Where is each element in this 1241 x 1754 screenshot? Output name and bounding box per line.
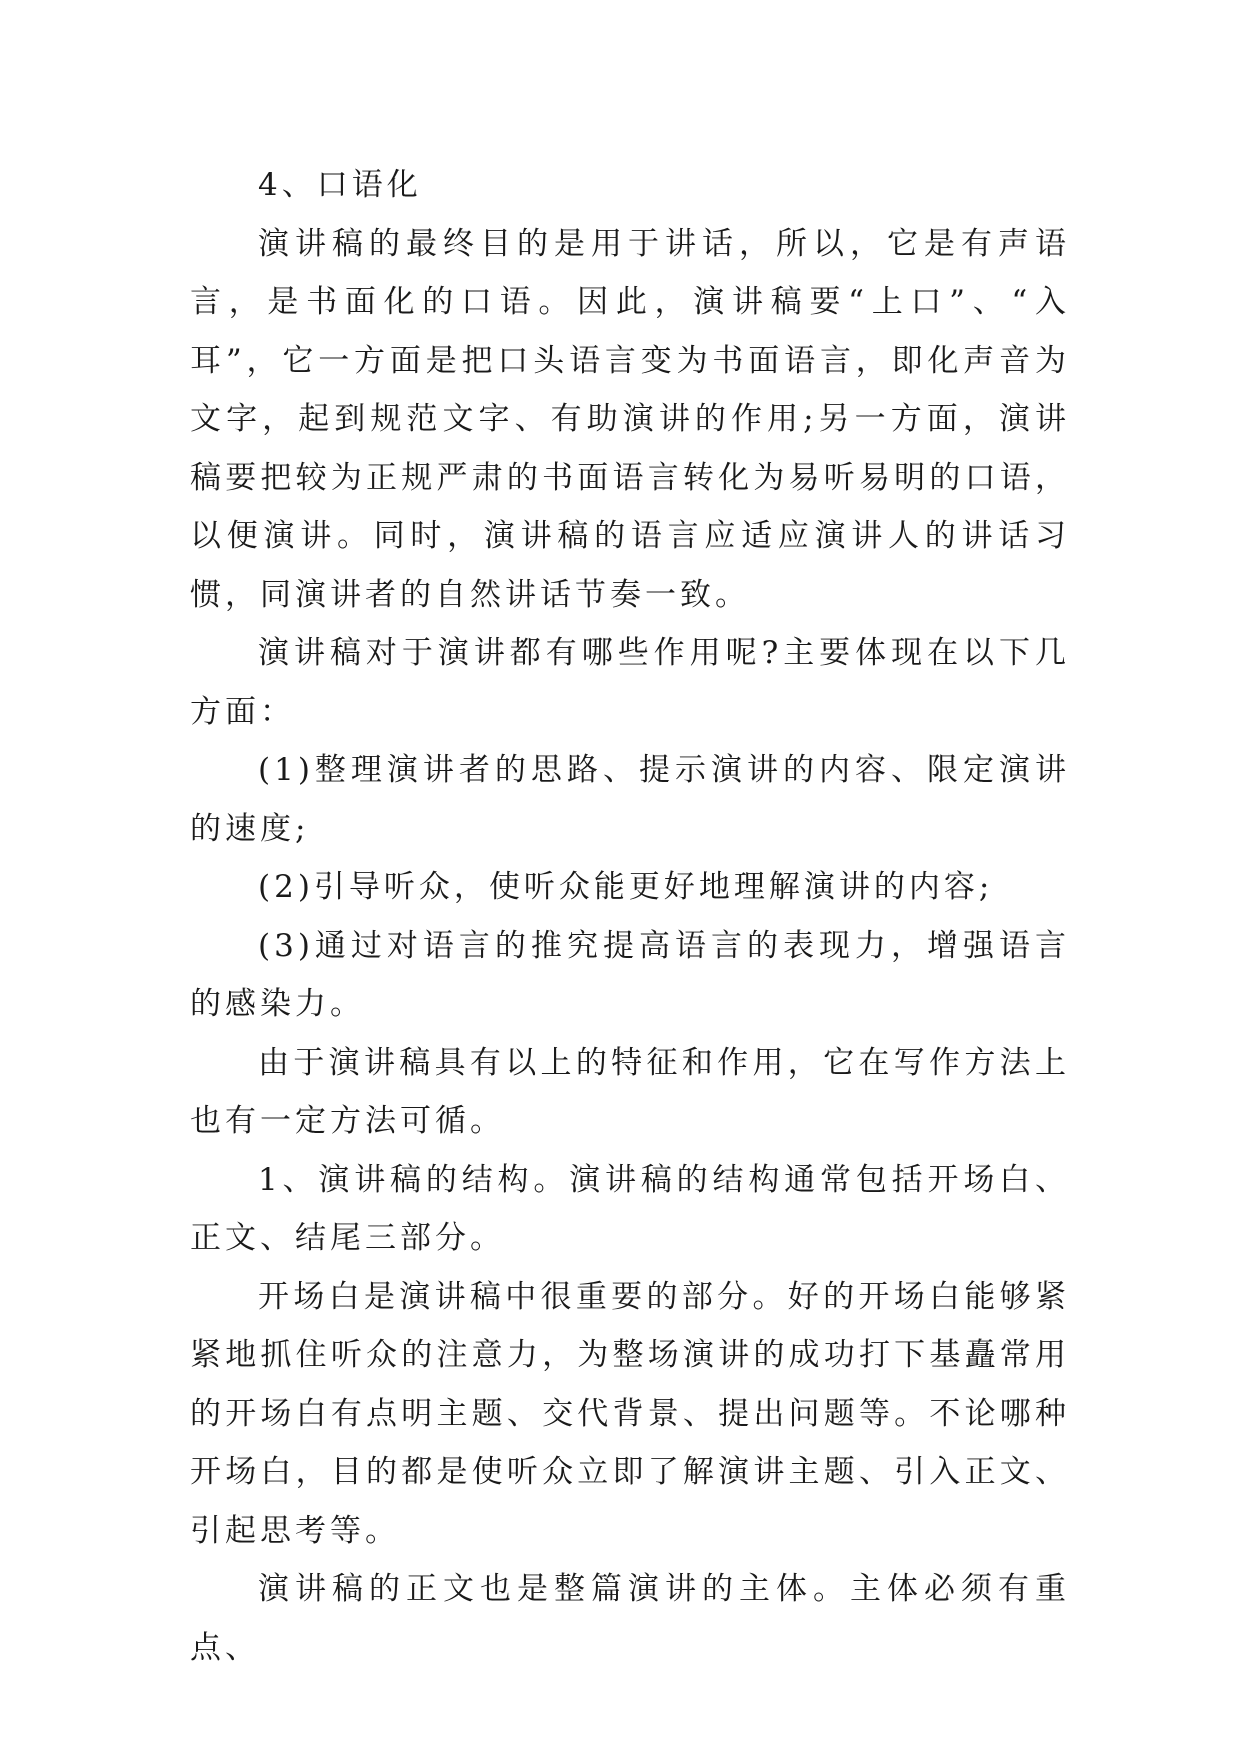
document-body — [190, 156, 1070, 1677]
list-item: (2)引导听众，使听众能更好地理解演讲的内容; — [258, 869, 994, 905]
list-item: (1)整理演讲者的思路、提示演讲的内容、限定演讲的速度; — [190, 752, 1070, 847]
body-paragraph: 演讲稿对于演讲都有哪些作用呢?主要体现在以下几方面： — [190, 635, 1070, 730]
body-paragraph: 演讲稿的最终目的是用于讲话，所以，它是有声语言，是书面化的口语。因此，演讲稿要“上口”、“入耳”，它一方面是把口头语言变为书面语言，即化声音为文字，起到规范文字、有助演讲的作用;另一方面，演讲稿要把较为正规严肃的书面语言转化为易听易明的口语，以便演讲。同时，演讲稿的语言应适应演讲人的讲话习惯，同演讲者的自然讲话节奏一致。 — [190, 225, 1070, 613]
body-paragraph: 开场白是演讲稿中很重要的部分。好的开场白能够紧紧地抓住听众的注意力，为整场演讲的成功打下基矗常用的开场白有点明主题、交代背景、提出问题等。不论哪种开场白，目的都是使听众立即了解演讲主题、引入正文、引起思考等。 — [190, 1278, 1070, 1549]
body-paragraph: 由于演讲稿具有以上的特征和作用，它在写作方法上也有一定方法可循。 — [190, 1044, 1070, 1139]
body-paragraph: 演讲稿的正文也是整篇演讲的主体。主体必须有重点、 — [190, 1571, 1070, 1666]
section-heading: 4、口语化 — [258, 167, 422, 203]
list-item: (3)通过对语言的推究提高语言的表现力，增强语言的感染力。 — [190, 927, 1070, 1022]
body-paragraph: 1、演讲稿的结构。演讲稿的结构通常包括开场白、正文、结尾三部分。 — [190, 1161, 1070, 1256]
